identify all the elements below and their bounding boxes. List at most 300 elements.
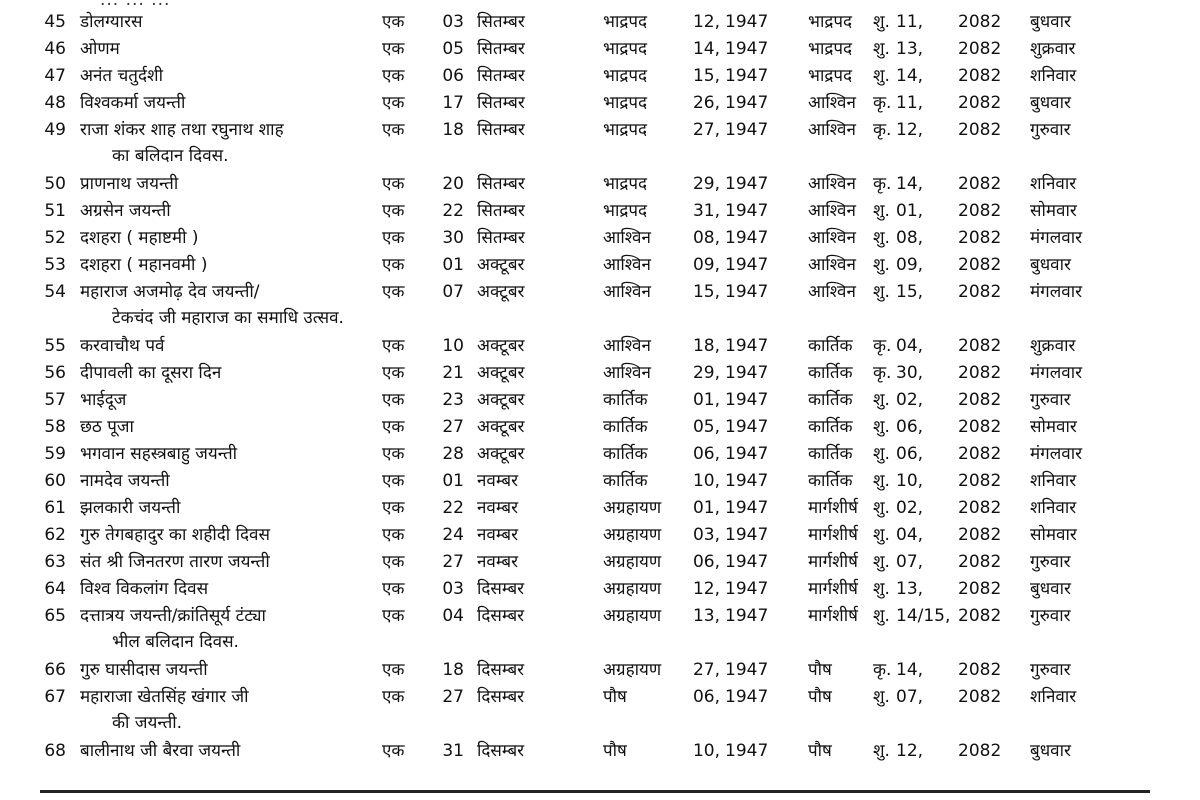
date-month: नवम्बर: [477, 525, 519, 545]
date-day: 17: [442, 93, 464, 113]
date-day: 27: [442, 417, 464, 437]
saka-day: 01,: [692, 498, 720, 518]
date-day: 05: [442, 39, 464, 59]
serial-number: 46: [44, 39, 66, 59]
tithi: 06,: [896, 444, 924, 464]
date-day: 23: [442, 390, 464, 410]
saka-year: 1947: [725, 228, 769, 248]
date-day: 18: [442, 120, 464, 140]
saka-year: 1947: [725, 579, 769, 599]
saka-year: 1947: [725, 687, 769, 707]
vikram-month: कार्तिक: [808, 444, 853, 464]
day-count: एक: [382, 282, 405, 302]
weekday: सोमवार: [1030, 201, 1077, 221]
paksha: कृ.: [873, 93, 892, 113]
date-month: अक्टूबर: [477, 390, 525, 410]
paksha: कृ.: [873, 336, 892, 356]
paksha: शु.: [873, 741, 890, 761]
date-month: दिसम्बर: [477, 579, 525, 599]
saka-year: 1947: [725, 498, 769, 518]
weekday: शनिवार: [1030, 471, 1077, 491]
table-row: [0, 738, 1200, 764]
vikram-month: मार्गशीर्ष: [808, 498, 858, 518]
date-month: नवम्बर: [477, 471, 519, 491]
date-month: अक्टूबर: [477, 363, 525, 383]
weekday: शनिवार: [1030, 498, 1077, 518]
vikram-month: पौष: [808, 660, 832, 680]
vikram-month: भाद्रपद: [808, 66, 853, 86]
vikram-year: 2082: [958, 525, 1002, 545]
date-day: 01: [442, 471, 464, 491]
saka-year: 1947: [725, 93, 769, 113]
serial-number: 56: [44, 363, 66, 383]
vikram-year: 2082: [958, 660, 1002, 680]
tithi: 07,: [896, 687, 924, 707]
saka-year: 1947: [725, 660, 769, 680]
saka-day: 27,: [692, 120, 720, 140]
saka-month: कार्तिक: [603, 390, 648, 410]
saka-year: 1947: [725, 336, 769, 356]
table-row: [0, 171, 1200, 197]
vikram-year: 2082: [958, 228, 1002, 248]
saka-day: 12,: [692, 12, 720, 32]
holiday-name: प्राणनाथ जयन्ती: [80, 174, 179, 194]
holiday-name: गुरु घासीदास जयन्ती: [80, 660, 208, 680]
vikram-year: 2082: [958, 390, 1002, 410]
vikram-month: आश्विन: [808, 201, 856, 221]
paksha: शु.: [873, 255, 890, 275]
saka-year: 1947: [725, 741, 769, 761]
vikram-year: 2082: [958, 93, 1002, 113]
weekday: सोमवार: [1030, 525, 1077, 545]
holiday-name: ओणम: [80, 39, 120, 59]
paksha: शु.: [873, 39, 890, 59]
holiday-name: अग्रसेन जयन्ती: [80, 201, 171, 221]
table-row: [0, 198, 1200, 224]
date-day: 10: [442, 336, 464, 356]
table-row: [0, 117, 1200, 143]
serial-number: 47: [44, 66, 66, 86]
saka-day: 12,: [692, 579, 720, 599]
vikram-month: भाद्रपद: [808, 12, 853, 32]
tithi: 12,: [896, 741, 924, 761]
date-day: 03: [442, 12, 464, 32]
table-row: [0, 576, 1200, 602]
table-row: [0, 441, 1200, 467]
day-count: एक: [382, 390, 405, 410]
day-count: एक: [382, 417, 405, 437]
date-day: 06: [442, 66, 464, 86]
paksha: शु.: [873, 498, 890, 518]
tithi: 14/15,: [896, 606, 951, 626]
vikram-year: 2082: [958, 741, 1002, 761]
date-day: 30: [442, 228, 464, 248]
saka-month: आश्विन: [603, 228, 651, 248]
date-month: अक्टूबर: [477, 282, 525, 302]
holiday-name: गुरु तेगबहादुर का शहीदी दिवस: [80, 525, 270, 545]
weekday: सोमवार: [1030, 417, 1077, 437]
date-month: अक्टूबर: [477, 444, 525, 464]
tithi: 07,: [896, 552, 924, 572]
saka-month: आश्विन: [603, 363, 651, 383]
tithi: 14,: [896, 66, 924, 86]
day-count: एक: [382, 552, 405, 572]
holiday-name: भाईदूज: [80, 390, 127, 410]
serial-number: 54: [44, 282, 66, 302]
vikram-year: 2082: [958, 255, 1002, 275]
tithi: 14,: [896, 660, 924, 680]
tithi: 09,: [896, 255, 924, 275]
date-day: 27: [442, 687, 464, 707]
table-row: [0, 684, 1200, 710]
saka-month: भाद्रपद: [603, 93, 648, 113]
paksha: शु.: [873, 552, 890, 572]
partial-top-text: ... ... ...: [100, 0, 171, 10]
weekday: गुरुवार: [1030, 552, 1071, 572]
saka-month: कार्तिक: [603, 417, 648, 437]
tithi: 06,: [896, 417, 924, 437]
tithi: 02,: [896, 390, 924, 410]
paksha: कृ.: [873, 660, 892, 680]
vikram-month: आश्विन: [808, 120, 856, 140]
weekday: बुधवार: [1030, 741, 1071, 761]
saka-year: 1947: [725, 444, 769, 464]
serial-number: 68: [44, 741, 66, 761]
holiday-name: करवाचौथ पर्व: [80, 336, 165, 356]
day-count: एक: [382, 606, 405, 626]
holiday-name: अनंत चतुर्दशी: [80, 66, 163, 86]
holiday-name-continued: की जयन्ती.: [112, 713, 183, 733]
vikram-month: मार्गशीर्ष: [808, 606, 858, 626]
saka-day: 01,: [692, 390, 720, 410]
tithi: 13,: [896, 579, 924, 599]
holiday-name: छठ पूजा: [80, 417, 134, 437]
day-count: एक: [382, 471, 405, 491]
saka-day: 09,: [692, 255, 720, 275]
tithi: 12,: [896, 120, 924, 140]
saka-month: अग्रहायण: [603, 552, 662, 572]
vikram-month: कार्तिक: [808, 417, 853, 437]
day-count: एक: [382, 363, 405, 383]
saka-day: 05,: [692, 417, 720, 437]
date-month: दिसम्बर: [477, 687, 525, 707]
saka-year: 1947: [725, 471, 769, 491]
vikram-month: मार्गशीर्ष: [808, 525, 858, 545]
table-row: [0, 414, 1200, 440]
date-month: अक्टूबर: [477, 255, 525, 275]
weekday: मंगलवार: [1030, 282, 1083, 302]
weekday: गुरुवार: [1030, 606, 1071, 626]
holiday-name: भगवान सहस्त्रबाहु जयन्ती: [80, 444, 238, 464]
vikram-year: 2082: [958, 201, 1002, 221]
day-count: एक: [382, 525, 405, 545]
table-row: [0, 549, 1200, 575]
tithi: 04,: [896, 525, 924, 545]
saka-month: अग्रहायण: [603, 525, 662, 545]
saka-month: आश्विन: [603, 336, 651, 356]
holiday-name: दशहरा ( महाष्टमी ): [80, 228, 199, 248]
saka-day: 03,: [692, 525, 720, 545]
weekday: मंगलवार: [1030, 363, 1083, 383]
saka-year: 1947: [725, 174, 769, 194]
day-count: एक: [382, 174, 405, 194]
weekday: बुधवार: [1030, 93, 1071, 113]
day-count: एक: [382, 741, 405, 761]
paksha: शु.: [873, 444, 890, 464]
saka-month: भाद्रपद: [603, 120, 648, 140]
paksha: शु.: [873, 390, 890, 410]
date-day: 18: [442, 660, 464, 680]
saka-day: 15,: [692, 66, 720, 86]
saka-day: 06,: [692, 687, 720, 707]
date-month: दिसम्बर: [477, 606, 525, 626]
vikram-year: 2082: [958, 498, 1002, 518]
vikram-year: 2082: [958, 471, 1002, 491]
saka-year: 1947: [725, 66, 769, 86]
table-row: [0, 252, 1200, 278]
day-count: एक: [382, 687, 405, 707]
paksha: शु.: [873, 606, 890, 626]
tithi: 13,: [896, 39, 924, 59]
saka-month: भाद्रपद: [603, 39, 648, 59]
vikram-year: 2082: [958, 552, 1002, 572]
paksha: कृ.: [873, 120, 892, 140]
tithi: 30,: [896, 363, 924, 383]
vikram-year: 2082: [958, 66, 1002, 86]
vikram-month: पौष: [808, 741, 832, 761]
holiday-name: महाराजा खेतसिंह खंगार जी: [80, 687, 249, 707]
serial-number: 59: [44, 444, 66, 464]
table-row: [0, 360, 1200, 386]
tithi: 01,: [896, 201, 924, 221]
serial-number: 66: [44, 660, 66, 680]
serial-number: 50: [44, 174, 66, 194]
day-count: एक: [382, 12, 405, 32]
weekday: गुरुवार: [1030, 120, 1071, 140]
serial-number: 57: [44, 390, 66, 410]
date-month: सितम्बर: [477, 93, 525, 113]
saka-year: 1947: [725, 552, 769, 572]
weekday: शनिवार: [1030, 66, 1077, 86]
serial-number: 55: [44, 336, 66, 356]
serial-number: 60: [44, 471, 66, 491]
table-row: [0, 279, 1200, 305]
date-day: 03: [442, 579, 464, 599]
date-month: सितम्बर: [477, 201, 525, 221]
date-month: सितम्बर: [477, 120, 525, 140]
holiday-name-continued: टेकचंद जी महाराज का समाधि उत्सव.: [112, 308, 344, 328]
vikram-month: मार्गशीर्ष: [808, 552, 858, 572]
paksha: शु.: [873, 525, 890, 545]
date-month: सितम्बर: [477, 66, 525, 86]
saka-year: 1947: [725, 606, 769, 626]
vikram-month: कार्तिक: [808, 336, 853, 356]
day-count: एक: [382, 444, 405, 464]
saka-year: 1947: [725, 255, 769, 275]
holiday-name: बालीनाथ जी बैरवा जयन्ती: [80, 741, 241, 761]
holiday-name: संत श्री जिनतरण तारण जयन्ती: [80, 552, 270, 572]
saka-month: पौष: [603, 687, 627, 707]
saka-year: 1947: [725, 120, 769, 140]
tithi: 11,: [896, 93, 924, 113]
date-month: सितम्बर: [477, 174, 525, 194]
serial-number: 67: [44, 687, 66, 707]
table-row: [0, 90, 1200, 116]
saka-year: 1947: [725, 363, 769, 383]
date-month: अक्टूबर: [477, 336, 525, 356]
saka-day: 06,: [692, 552, 720, 572]
saka-day: 29,: [692, 363, 720, 383]
table-row: [0, 603, 1200, 629]
vikram-year: 2082: [958, 336, 1002, 356]
table-bottom-rule: [40, 790, 1150, 793]
saka-day: 10,: [692, 741, 720, 761]
serial-number: 58: [44, 417, 66, 437]
paksha: शु.: [873, 228, 890, 248]
day-count: एक: [382, 336, 405, 356]
holiday-name: महाराज अजमोढ़ देव जयन्ती/: [80, 282, 260, 302]
vikram-year: 2082: [958, 444, 1002, 464]
saka-day: 18,: [692, 336, 720, 356]
saka-month: अग्रहायण: [603, 606, 662, 626]
weekday: गुरुवार: [1030, 660, 1071, 680]
holiday-name-continued: का बलिदान दिवस.: [112, 146, 229, 166]
vikram-month: मार्गशीर्ष: [808, 579, 858, 599]
vikram-month: कार्तिक: [808, 390, 853, 410]
saka-month: कार्तिक: [603, 471, 648, 491]
holiday-name: डोलग्यारस: [80, 12, 143, 32]
vikram-year: 2082: [958, 363, 1002, 383]
saka-month: आश्विन: [603, 282, 651, 302]
holiday-name: दीपावली का दूसरा दिन: [80, 363, 222, 383]
date-month: सितम्बर: [477, 39, 525, 59]
vikram-month: आश्विन: [808, 228, 856, 248]
weekday: शनिवार: [1030, 687, 1077, 707]
holiday-name: दशहरा ( महानवमी ): [80, 255, 208, 275]
day-count: एक: [382, 93, 405, 113]
saka-month: आश्विन: [603, 255, 651, 275]
vikram-month: आश्विन: [808, 93, 856, 113]
table-row: [0, 36, 1200, 62]
date-month: दिसम्बर: [477, 741, 525, 761]
holiday-name: विश्वकर्मा जयन्ती: [80, 93, 186, 113]
weekday: बुधवार: [1030, 255, 1071, 275]
paksha: कृ.: [873, 363, 892, 383]
vikram-month: आश्विन: [808, 174, 856, 194]
saka-month: भाद्रपद: [603, 174, 648, 194]
serial-number: 61: [44, 498, 66, 518]
date-day: 27: [442, 552, 464, 572]
tithi: 04,: [896, 336, 924, 356]
weekday: शुक्रवार: [1030, 336, 1076, 356]
date-day: 01: [442, 255, 464, 275]
serial-number: 64: [44, 579, 66, 599]
date-day: 07: [442, 282, 464, 302]
serial-number: 53: [44, 255, 66, 275]
saka-month: भाद्रपद: [603, 66, 648, 86]
saka-month: अग्रहायण: [603, 579, 662, 599]
holiday-name: झलकारी जयन्ती: [80, 498, 181, 518]
saka-year: 1947: [725, 39, 769, 59]
holiday-name: नामदेव जयन्ती: [80, 471, 170, 491]
serial-number: 63: [44, 552, 66, 572]
table-row: [0, 468, 1200, 494]
paksha: शु.: [873, 471, 890, 491]
day-count: एक: [382, 39, 405, 59]
paksha: शु.: [873, 282, 890, 302]
vikram-year: 2082: [958, 687, 1002, 707]
serial-number: 48: [44, 93, 66, 113]
vikram-year: 2082: [958, 39, 1002, 59]
vikram-year: 2082: [958, 579, 1002, 599]
weekday: बुधवार: [1030, 12, 1071, 32]
weekday: शुक्रवार: [1030, 39, 1076, 59]
day-count: एक: [382, 498, 405, 518]
holiday-name: राजा शंकर शाह तथा रघुनाथ शाह: [80, 120, 284, 140]
date-day: 24: [442, 525, 464, 545]
vikram-month: भाद्रपद: [808, 39, 853, 59]
vikram-month: आश्विन: [808, 282, 856, 302]
saka-day: 15,: [692, 282, 720, 302]
serial-number: 45: [44, 12, 66, 32]
paksha: कृ.: [873, 174, 892, 194]
paksha: शु.: [873, 687, 890, 707]
serial-number: 51: [44, 201, 66, 221]
date-month: नवम्बर: [477, 552, 519, 572]
weekday: बुधवार: [1030, 579, 1071, 599]
paksha: शु.: [873, 12, 890, 32]
date-month: अक्टूबर: [477, 417, 525, 437]
table-row: [0, 9, 1200, 35]
weekday: शनिवार: [1030, 174, 1077, 194]
serial-number: 52: [44, 228, 66, 248]
vikram-month: आश्विन: [808, 255, 856, 275]
table-row: [0, 387, 1200, 413]
date-day: 21: [442, 363, 464, 383]
saka-year: 1947: [725, 12, 769, 32]
tithi: 08,: [896, 228, 924, 248]
paksha: शु.: [873, 579, 890, 599]
saka-day: 10,: [692, 471, 720, 491]
saka-day: 26,: [692, 93, 720, 113]
saka-month: अग्रहायण: [603, 660, 662, 680]
tithi: 10,: [896, 471, 924, 491]
date-day: 22: [442, 498, 464, 518]
tithi: 11,: [896, 12, 924, 32]
saka-month: पौष: [603, 741, 627, 761]
saka-month: अग्रहायण: [603, 498, 662, 518]
tithi: 14,: [896, 174, 924, 194]
table-row: [0, 495, 1200, 521]
day-count: एक: [382, 201, 405, 221]
serial-number: 65: [44, 606, 66, 626]
weekday: मंगलवार: [1030, 444, 1083, 464]
saka-day: 29,: [692, 174, 720, 194]
day-count: एक: [382, 228, 405, 248]
paksha: शु.: [873, 417, 890, 437]
saka-day: 13,: [692, 606, 720, 626]
saka-year: 1947: [725, 201, 769, 221]
vikram-year: 2082: [958, 12, 1002, 32]
saka-year: 1947: [725, 390, 769, 410]
table-row: [0, 225, 1200, 251]
vikram-year: 2082: [958, 282, 1002, 302]
holiday-name-continued: भील बलिदान दिवस.: [112, 632, 239, 652]
weekday: गुरुवार: [1030, 390, 1071, 410]
vikram-year: 2082: [958, 606, 1002, 626]
day-count: एक: [382, 579, 405, 599]
vikram-month: कार्तिक: [808, 363, 853, 383]
